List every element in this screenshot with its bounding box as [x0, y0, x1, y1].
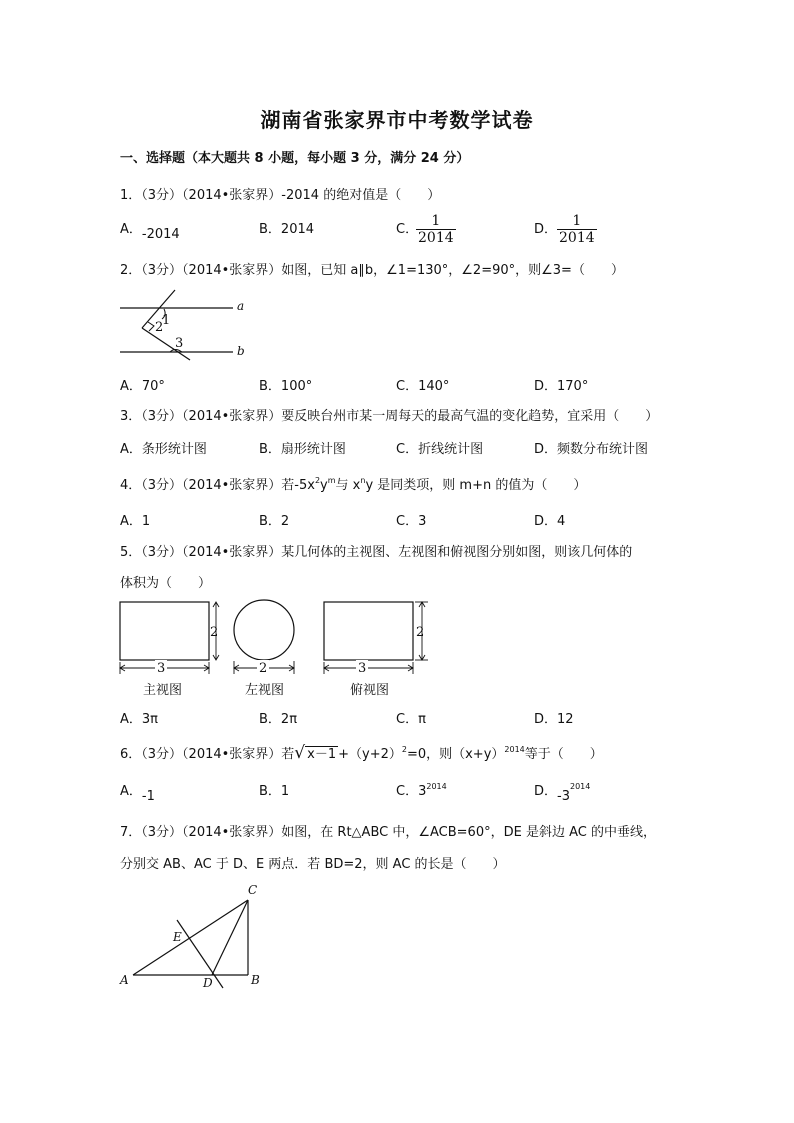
q3-option-d: D．频数分布统计图	[534, 442, 649, 457]
q4-option-a: A．1	[120, 514, 151, 529]
q4-sup-3: n	[360, 476, 366, 485]
q2-option-d: D．170°	[534, 379, 589, 394]
q4-stem-pre: 4．（3分）（2014•张家界）若-5x	[120, 478, 315, 493]
q3-option-a: A．条形统计图	[120, 442, 207, 457]
question-5-stem-line1: 5．（3分）（2014•张家界）某几何体的主视图、左视图和俯视图分别如图，则该几何体的	[120, 545, 633, 560]
q6-option-d-value: -3	[557, 789, 570, 804]
top-width-label: 3	[358, 661, 367, 676]
q4-mid-2: 与 x	[335, 478, 361, 493]
q6-option-d	[534, 780, 591, 804]
q2-option-a: A．70°	[120, 379, 165, 394]
question-1-stem: 1．（3分）（2014•张家界）-2014 的绝对值是（ ）	[120, 188, 441, 203]
front-height-label: 2	[210, 625, 219, 640]
q5-option-d: D．12	[534, 712, 574, 727]
q6-option-a-value: -1	[141, 789, 155, 804]
q4-stem-post: y 是同类项，则 m+n 的值为（ ）	[365, 478, 587, 493]
q6-option-a	[120, 780, 155, 804]
top-view-figure	[319, 598, 434, 678]
fraction-denominator: 2014	[559, 230, 595, 246]
q1-option-d-label: D．	[534, 222, 558, 237]
q6-radicand: x－1	[307, 747, 337, 762]
q1-option-b: B．2014	[259, 222, 315, 237]
q4-sup-2: m	[327, 476, 336, 485]
q4-sup-1: 2	[314, 476, 321, 485]
square-root	[294, 743, 338, 763]
q5-option-b: B．2π	[259, 712, 298, 727]
label-point-c: C	[248, 883, 258, 897]
q1-option-a	[120, 218, 180, 242]
section-heading: 一、选择题（本大题共 8 小题，每小题 3 分，满分 24 分）	[120, 151, 470, 166]
q4-mid-1: y	[320, 478, 328, 493]
q6-option-c-label: C．3	[396, 784, 427, 799]
q6-option-a-label: A．	[120, 784, 142, 799]
q6-stem-mid: +（y+2）	[338, 747, 402, 762]
top-view-rect	[324, 602, 413, 660]
label-a: a	[237, 299, 245, 313]
q6-option-c	[396, 780, 447, 799]
q2-option-c: C．140°	[396, 379, 450, 394]
label-point-a: A	[120, 973, 129, 987]
fraction-numerator: 1	[572, 213, 582, 229]
question-3-stem: 3．（3分）（2014•张家界）要反映台州市某一周每天的最高气温的变化趋势，宜采用（ ）	[120, 409, 659, 424]
side-view-caption: 左视图	[245, 683, 285, 698]
q6-sup-exponent: 2014	[504, 745, 525, 754]
front-width-label: 3	[157, 661, 166, 676]
perpendicular-bisector-de	[177, 920, 223, 988]
fraction-denominator: 2014	[418, 230, 454, 246]
label-point-b: B	[251, 973, 260, 987]
front-view-rect	[120, 602, 209, 660]
q1-option-c-label: C．	[396, 222, 419, 237]
question-7-stem-line1: 7．（3分）（2014•张家界）如图，在 Rt△ABC 中，∠ACB=60°，DE 是斜边 AC 的中垂线，	[120, 825, 656, 840]
q6-option-c-sup: 2014	[426, 782, 447, 791]
front-view-caption: 主视图	[143, 683, 183, 698]
q2-option-b: B．100°	[259, 379, 313, 394]
top-height-label: 2	[416, 625, 425, 640]
question-2-stem: 2．（3分）（2014•张家界）如图，已知 a∥b，∠1=130°，∠2=90°，则∠3=（ ）	[120, 263, 624, 278]
q2-parallel-lines-figure	[115, 288, 255, 368]
label-point-e: E	[173, 930, 182, 944]
q1-option-a-value: -2014	[141, 227, 180, 242]
radical-sign-icon: √	[294, 743, 306, 763]
question-6-stem	[120, 743, 603, 763]
q1-option-a-label: A．	[120, 222, 142, 237]
q3-option-c: C．折线统计图	[396, 442, 484, 457]
q3-option-b: B．扇形统计图	[259, 442, 346, 457]
label-angle-3: 3	[175, 336, 184, 351]
q1-option-c-fraction	[416, 213, 456, 246]
q7-triangle-figure	[115, 880, 275, 995]
top-view-caption: 俯视图	[350, 683, 390, 698]
q6-option-d-label: D．	[534, 784, 558, 799]
angle-2-arc	[148, 322, 154, 331]
question-4-stem	[120, 474, 586, 493]
q4-option-d: D．4	[534, 514, 566, 529]
front-view-figure	[115, 598, 225, 678]
page-title: 湖南省张家界市中考数学试卷	[260, 108, 534, 132]
label-angle-1: 1	[162, 313, 171, 328]
q6-stem-mid2: =0，则（x+y）	[406, 747, 505, 762]
fraction-numerator: 1	[431, 213, 441, 229]
label-angle-2: 2	[155, 320, 164, 335]
side-view-figure	[228, 598, 303, 678]
q5-option-a: A．3π	[120, 712, 158, 727]
q1-option-d-fraction	[557, 213, 597, 246]
q4-option-c: C．3	[396, 514, 427, 529]
q6-stem-pre: 6．（3分）（2014•张家界）若	[120, 747, 295, 762]
q6-option-b: B．1	[259, 784, 290, 799]
q6-sup-square: 2	[401, 745, 407, 754]
side-diameter-label: 2	[259, 661, 268, 676]
label-point-d: D	[203, 976, 213, 990]
q5-option-c: C．π	[396, 712, 426, 727]
question-7-stem-line2: 分别交 AB、AC 于 D、E 两点．若 BD=2，则 AC 的长是（ ）	[120, 857, 506, 872]
question-5-stem-line2: 体积为（ ）	[120, 576, 212, 591]
q4-option-b: B．2	[259, 514, 290, 529]
label-b: b	[237, 344, 245, 358]
q6-stem-post: 等于（ ）	[524, 747, 603, 762]
side-view-circle	[234, 600, 294, 660]
segment-ac	[133, 900, 248, 975]
q6-option-d-sup: 2014	[569, 782, 591, 791]
